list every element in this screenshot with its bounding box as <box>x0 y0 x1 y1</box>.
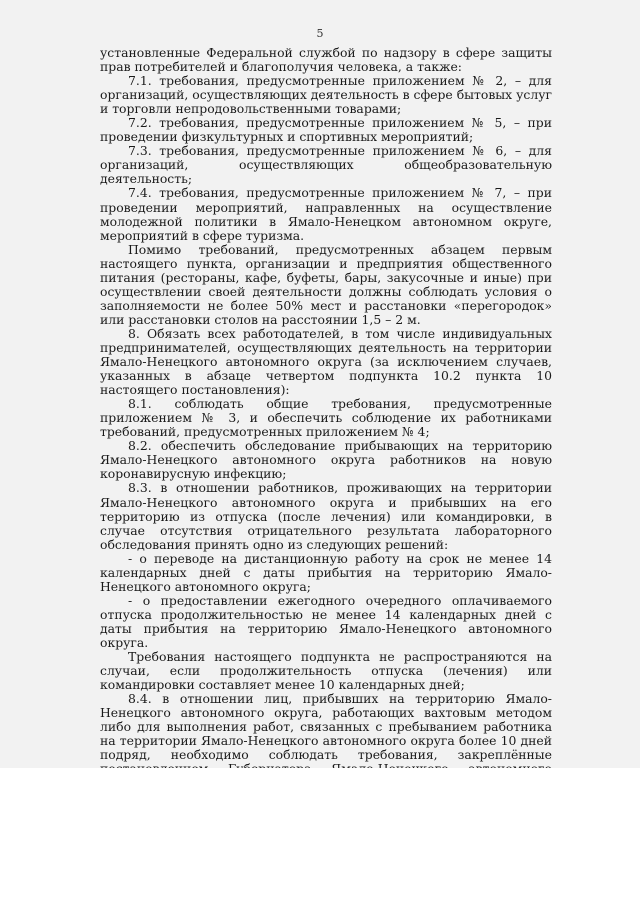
paragraph: Требования настоящего подпункта не распространяются на случаи, если продолжительность отпуска (лечения) или командировки составляет менее 10 календарных дней; <box>100 649 552 693</box>
paragraph: 7.4. требования, предусмотренные приложением № 7, – при проведении мероприятий, направленных на осуществление молодежной политики в Ямало-Ненецком автономном округе, мероприятий в сфере туризма. <box>100 185 552 243</box>
page-number: 5 <box>316 27 324 40</box>
paragraph: 8.2. обеспечить обследование прибывающих на территорию Ямало-Ненецкого автономного округа работников на новую коронавирусную инфекцию; <box>100 438 552 482</box>
paragraph: 7.2. требования, предусмотренные приложением № 5, – при проведении физкультурных и спортивных мероприятий; <box>100 115 552 145</box>
paragraph: Помимо требований, предусмотренных абзацем первым настоящего пункта, организации и предприятия общественного питания (рестораны, кафе, буфеты, бары, закусочные и иные) при осуществлении своей деятельности должны соблюдать условия о заполняемости не более 50% мест и расстановки «перегородок» или расстановки столов на расстоянии 1,5 – 2 м. <box>100 241 552 327</box>
paragraph: 8.1. соблюдать общие требования, предусмотренные приложением № 3, и обеспечить соблюдение их работниками требований, предусмотренных приложением № 4; <box>100 396 552 440</box>
document-body <box>100 46 552 805</box>
paragraph: 8.4. в отношении лиц, прибывших на территорию Ямало-Ненецкого автономного округа, работающих вахтовым методом либо для выполнения работ, связанных с пребыванием работника на территории Ямало-Ненецкого автономного округа более 10 дней подряд, необходимо соблюдать требования, закреплённые <box>100 691 552 763</box>
paragraph: - о переводе на дистанционную работу на срок не менее 14 календарных дней с даты прибытия на территорию Ямало-Ненецкого автономного округа; <box>100 550 552 594</box>
paragraph: 7.3. требования, предусмотренные приложением № 6, – для организаций, осуществляющих общеобразовательную деятельность; <box>100 143 552 187</box>
paragraph: 7.1. требования, предусмотренные приложением № 2, – для организаций, осуществляющих деятельность в сфере бытовых услуг и торговли непродовольственными товарами; <box>100 73 552 117</box>
blank-area <box>0 768 640 905</box>
paragraph: - о предоставлении ежегодного очередного оплачиваемого отпуска продолжительностью не менее 14 календарных дней с даты прибытия на территорию Ямало-Ненецкого автономного округа. <box>100 592 552 650</box>
paragraph: 8.3. в отношении работников, проживающих на территории Ямало-Ненецкого автономного округа и прибывших на его территорию из отпуска (после лечения) или командировки, в случае отсутствия отрицательного результата лабораторного обследования принять одно из следующих решений: <box>100 480 552 552</box>
paragraph: установленные Федеральной службой по надзору в сфере защиты прав потребителей и благополучия человека, а также: <box>100 45 552 75</box>
paragraph: 8. Обязать всех работодателей, в том числе индивидуальных предпринимателей, осуществляющих деятельность на территории Ямало-Ненецкого автономного округа (за исключением случаев, указанных в абзаце четвертом подпункта 10.2 пункта 10 настоящего постановления): <box>100 325 552 398</box>
